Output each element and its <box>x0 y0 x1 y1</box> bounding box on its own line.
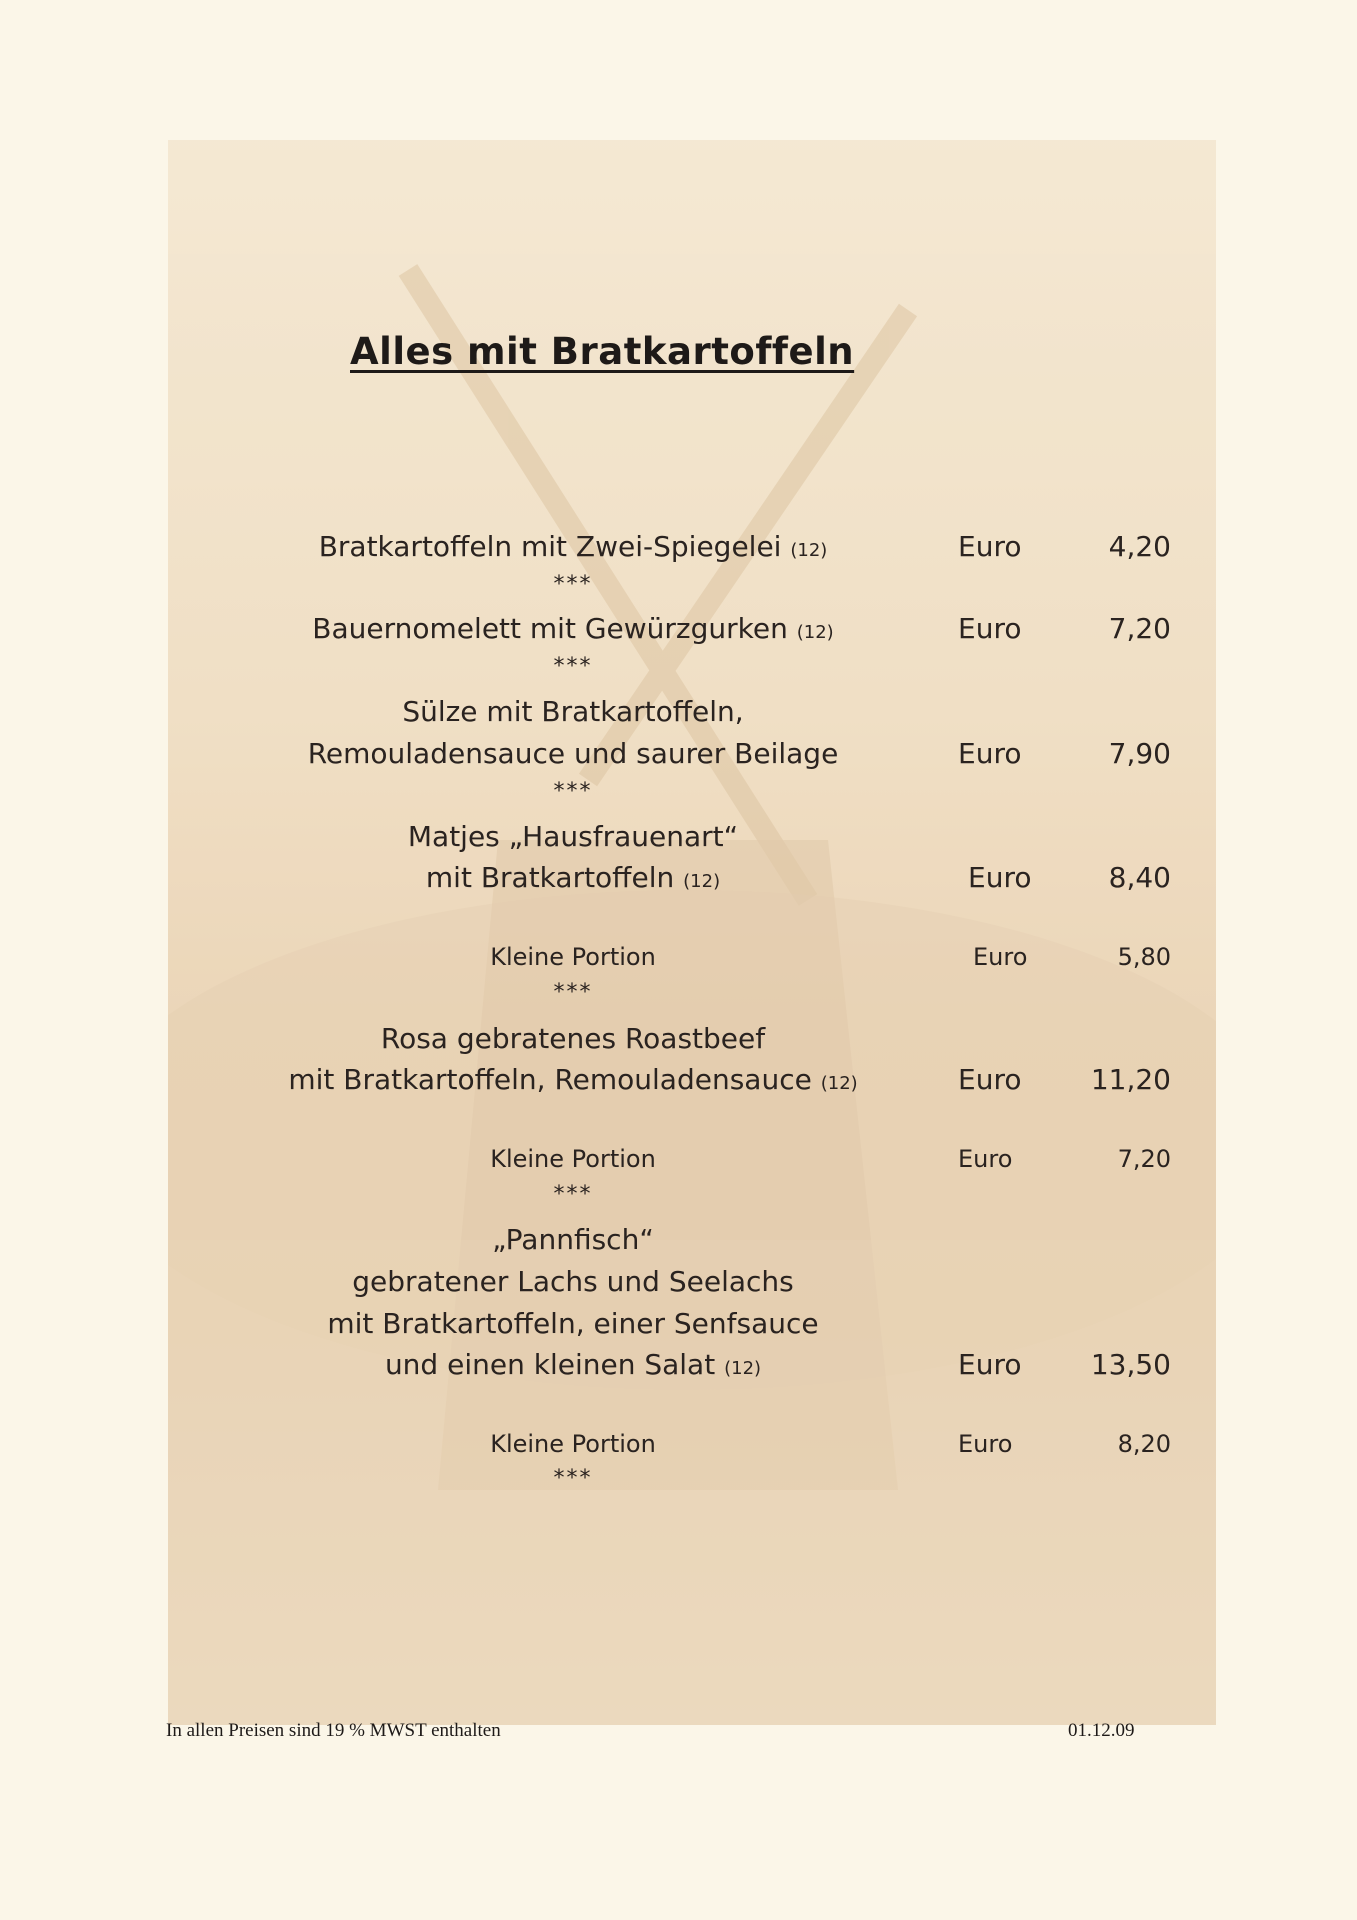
currency-label: Euro <box>958 612 1022 645</box>
currency-label: Euro <box>958 1063 1022 1096</box>
vat-note: In allen Preisen sind 19 % MWST enthalten <box>166 1720 501 1741</box>
small-portion-label: Kleine Portion <box>490 1145 656 1173</box>
separator-stars: *** <box>553 1466 593 1491</box>
separator-stars: *** <box>553 1182 593 1207</box>
menu-item-price: 7,90 <box>1108 737 1171 770</box>
small-portion-price: 7,20 <box>1117 1145 1171 1173</box>
separator-stars: *** <box>553 779 593 804</box>
menu-item-name: Matjes „Hausfrauenart“ <box>407 820 739 853</box>
menu-item-description: mit Bratkartoffeln (12) <box>425 861 721 894</box>
menu-item-price: 4,20 <box>1108 530 1171 563</box>
menu-title: Alles mit Bratkartoffeln <box>350 330 855 373</box>
menu-item-price: 11,20 <box>1090 1063 1171 1096</box>
menu-item-name: Bauernomelett mit Gewürzgurken (12) <box>312 612 834 645</box>
small-portion-label: Kleine Portion <box>490 943 656 971</box>
menu-item-price: 7,20 <box>1108 612 1171 645</box>
menu-item-name: Bratkartoffeln mit Zwei-Spiegelei (12) <box>318 530 828 563</box>
menu-item-description: mit Bratkartoffeln, einer Senfsauce <box>327 1307 819 1340</box>
currency-label: Euro <box>958 1348 1022 1381</box>
small-portion-label: Kleine Portion <box>490 1430 656 1458</box>
menu-item-description: und einen kleinen Salat (12) <box>384 1348 762 1381</box>
menu-item-name: Sülze mit Bratkartoffeln, <box>402 695 744 728</box>
currency-label: Euro <box>973 943 1028 971</box>
menu-item-name: Rosa gebratenes Roastbeef <box>380 1022 766 1055</box>
separator-stars: *** <box>553 572 593 597</box>
currency-label: Euro <box>958 530 1022 563</box>
menu-item-description: mit Bratkartoffeln, Remouladensauce (12) <box>288 1063 858 1096</box>
small-portion-price: 8,20 <box>1117 1430 1171 1458</box>
currency-label: Euro <box>958 1145 1013 1173</box>
menu-item-description: Remouladensauce und saurer Beilage <box>307 737 839 770</box>
small-portion-price: 5,80 <box>1117 943 1171 971</box>
menu-item-description: gebratener Lachs und Seelachs <box>352 1265 794 1298</box>
menu-date: 01.12.09 <box>1068 1720 1135 1741</box>
menu-item-name: „Pannfisch“ <box>492 1223 654 1256</box>
separator-stars: *** <box>553 654 593 679</box>
menu-item-price: 13,50 <box>1090 1348 1171 1381</box>
menu-item-price: 8,40 <box>1108 861 1171 894</box>
separator-stars: *** <box>553 980 593 1005</box>
currency-label: Euro <box>958 1430 1013 1458</box>
currency-label: Euro <box>958 737 1022 770</box>
currency-label: Euro <box>968 861 1032 894</box>
